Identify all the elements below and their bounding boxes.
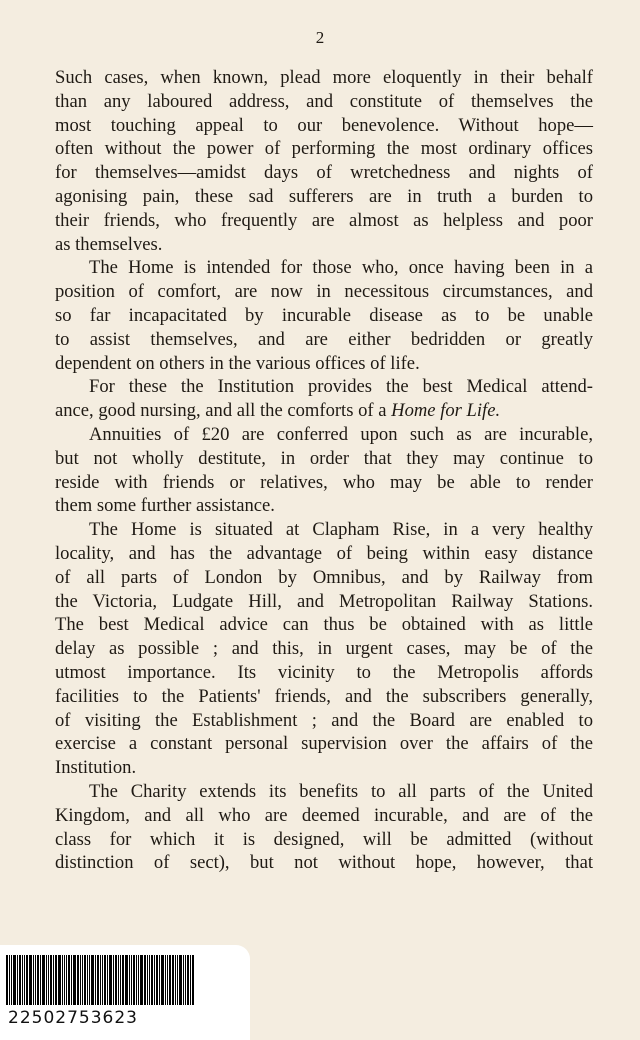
text-line xyxy=(55,209,593,233)
barcode-bar xyxy=(151,955,153,1005)
barcode-bar xyxy=(22,955,23,1005)
line-text: Institution. xyxy=(55,757,137,779)
line-text: their friends, who frequently are almost as helpless and poor xyxy=(55,209,593,231)
line-text: Annuities of £20 are conferred upon such as are incurable, xyxy=(89,423,593,445)
text-line xyxy=(55,756,593,780)
line-text: for themselves—amidst days of wretchedness and nights of xyxy=(55,162,593,184)
barcode-bar xyxy=(26,955,28,1005)
barcode-bar xyxy=(140,955,143,1005)
barcode-icon xyxy=(6,955,232,1005)
barcode-bar xyxy=(147,955,148,1005)
barcode-bar xyxy=(9,955,10,1005)
text-line xyxy=(55,685,593,709)
text-line xyxy=(55,518,593,542)
line-text: For these the Institution provides the best Medical attend- xyxy=(89,376,593,398)
line-text: The Home is intended for those who, once having been in a xyxy=(89,257,593,279)
barcode-bar xyxy=(118,955,119,1005)
line-text: locality, and has the advantage of being within easy distance xyxy=(55,542,593,564)
barcode-bar xyxy=(6,955,8,1005)
line-text: distinction of sect), but not without hope, however, that xyxy=(55,852,593,874)
barcode-bar xyxy=(73,955,76,1005)
barcode-bar xyxy=(19,955,21,1005)
line-text: The Charity extends its benefits to all parts of the United xyxy=(89,780,593,802)
barcode-bar xyxy=(104,955,106,1005)
line-text: facilities to the Patients' friends, and the subscribers generally, xyxy=(55,685,593,707)
barcode-bar xyxy=(37,955,39,1005)
text-line xyxy=(55,66,593,90)
text-line xyxy=(55,233,593,257)
barcode-bar xyxy=(62,955,63,1005)
barcode-bar xyxy=(33,955,34,1005)
barcode-bar xyxy=(95,955,96,1005)
text-line xyxy=(55,423,593,447)
line-text: dependent on others in the various offices of life. xyxy=(55,352,420,374)
text-line xyxy=(55,256,593,280)
barcode-bar xyxy=(89,955,90,1005)
barcode-bar xyxy=(122,955,124,1005)
barcode-bar xyxy=(17,955,18,1005)
barcode-bar xyxy=(120,955,121,1005)
text-line xyxy=(55,280,593,304)
line-text: but not wholly destitute, in order that they may continue to xyxy=(55,447,593,469)
text-line xyxy=(55,375,593,399)
text-line xyxy=(55,90,593,114)
barcode-bar xyxy=(161,955,164,1005)
barcode-bar xyxy=(183,955,184,1005)
text-line xyxy=(55,399,593,423)
barcode-bar xyxy=(138,955,139,1005)
barcode-bar xyxy=(169,955,171,1005)
line-text: than any laboured address, and constitute of themselves the xyxy=(55,90,593,112)
barcode-bar xyxy=(58,955,61,1005)
barcode-bar xyxy=(107,955,108,1005)
line-text: class for which it is designed, will be admitted (without xyxy=(55,828,593,850)
text-line xyxy=(55,804,593,828)
line-text: the Victoria, Ludgate Hill, and Metropolitan Railway Stations. xyxy=(55,590,593,612)
line-text: reside with friends or relatives, who may be able to render xyxy=(55,471,593,493)
line-text: utmost importance. Its vicinity to the Metropolis affords xyxy=(55,661,593,683)
line-text: them some further assistance. xyxy=(55,495,275,517)
barcode-bar xyxy=(159,955,160,1005)
barcode-bar xyxy=(97,955,99,1005)
barcode-bar xyxy=(109,955,112,1005)
barcode-bar xyxy=(66,955,67,1005)
barcode-bar xyxy=(149,955,150,1005)
text-line xyxy=(55,613,593,637)
barcode-bar xyxy=(77,955,79,1005)
barcode-bar xyxy=(192,955,194,1005)
barcode-bar xyxy=(13,955,16,1005)
barcode-bar xyxy=(190,955,191,1005)
barcode-bar xyxy=(11,955,12,1005)
barcode-bar xyxy=(40,955,41,1005)
line-text: agonising pain, these sad sufferers are in truth a burden to xyxy=(55,185,593,207)
barcode-bar xyxy=(187,955,189,1005)
barcode-bar xyxy=(48,955,49,1005)
barcode-number: 22502753623 xyxy=(8,1008,138,1028)
barcode-bar xyxy=(102,955,103,1005)
barcode-bar xyxy=(129,955,130,1005)
line-text: often without the power of performing the most ordinary offices xyxy=(55,138,593,160)
text-line xyxy=(55,185,593,209)
barcode-bar xyxy=(125,955,128,1005)
barcode-bar xyxy=(35,955,36,1005)
text-line xyxy=(55,566,593,590)
barcode-bar xyxy=(136,955,137,1005)
barcode-bar xyxy=(84,955,86,1005)
text-line xyxy=(55,161,593,185)
barcode-bar xyxy=(87,955,88,1005)
barcode-bar xyxy=(29,955,32,1005)
barcode-bar xyxy=(50,955,52,1005)
line-text: Kingdom, and all who are deemed incurable, and are of the xyxy=(55,804,593,826)
barcode-bar xyxy=(167,955,168,1005)
text-line xyxy=(55,732,593,756)
barcode-bar xyxy=(91,955,94,1005)
text-line xyxy=(55,709,593,733)
barcode-bar xyxy=(133,955,135,1005)
text-line xyxy=(55,542,593,566)
line-text: exercise a constant personal supervision over the affairs of the xyxy=(55,733,593,755)
line-text: of all parts of London by Omnibus, and by Railway from xyxy=(55,566,593,588)
line-text: delay as possible ; and this, in urgent cases, may be of the xyxy=(55,638,593,660)
barcode-bar xyxy=(154,955,155,1005)
body-text xyxy=(55,66,593,875)
line-text: position of comfort, are now in necessitous circumstances, and xyxy=(55,281,593,303)
text-line xyxy=(55,780,593,804)
text-line xyxy=(55,590,593,614)
barcode-bar xyxy=(68,955,70,1005)
text-line xyxy=(55,328,593,352)
line-text: so far incapacitated by incurable disease as to be unable xyxy=(55,304,593,326)
line-text: The best Medical advice can thus be obtained with as little xyxy=(55,614,593,636)
barcode-bar xyxy=(82,955,83,1005)
line-text: as themselves. xyxy=(55,233,163,255)
barcode-bar xyxy=(113,955,114,1005)
barcode-bar xyxy=(177,955,178,1005)
barcode-bar xyxy=(53,955,54,1005)
italic-phrase: Home for Life. xyxy=(391,400,501,422)
text-line xyxy=(55,447,593,471)
text-line xyxy=(55,494,593,518)
text-line xyxy=(55,828,593,852)
barcode-bar xyxy=(175,955,176,1005)
barcode-bar xyxy=(131,955,132,1005)
text-line xyxy=(55,352,593,376)
line-text: of visiting the Establishment ; and the Board are enabled to xyxy=(55,709,593,731)
barcode-bar xyxy=(185,955,186,1005)
barcode-bar xyxy=(80,955,81,1005)
barcode-bar xyxy=(156,955,158,1005)
line-text: most touching appeal to our benevolence. Without hope— xyxy=(55,114,593,136)
barcode-bar xyxy=(172,955,174,1005)
text-line xyxy=(55,137,593,161)
line-text: ance, good nursing, and all the comforts of a xyxy=(55,400,392,422)
line-text: The Home is situated at Clapham Rise, in a very healthy xyxy=(89,519,593,541)
barcode-bar xyxy=(144,955,146,1005)
barcode-bar xyxy=(115,955,117,1005)
barcode-bar xyxy=(42,955,45,1005)
barcode-bar xyxy=(100,955,101,1005)
barcode-bar xyxy=(24,955,25,1005)
text-line xyxy=(55,661,593,685)
barcode-bar xyxy=(55,955,57,1005)
library-barcode-label xyxy=(0,945,250,1040)
line-text: Such cases, when known, plead more eloquently in their behalf xyxy=(55,67,593,88)
text-line xyxy=(55,637,593,661)
barcode-bar xyxy=(179,955,182,1005)
text-line xyxy=(55,851,593,875)
page-number: 2 xyxy=(315,28,325,47)
text-line xyxy=(55,114,593,138)
barcode-bar xyxy=(46,955,47,1005)
barcode-bar xyxy=(71,955,72,1005)
barcode-bar xyxy=(64,955,65,1005)
text-line xyxy=(55,304,593,328)
line-text: to assist themselves, and are either bedridden or greatly xyxy=(55,328,593,350)
barcode-bar xyxy=(165,955,166,1005)
text-line xyxy=(55,471,593,495)
